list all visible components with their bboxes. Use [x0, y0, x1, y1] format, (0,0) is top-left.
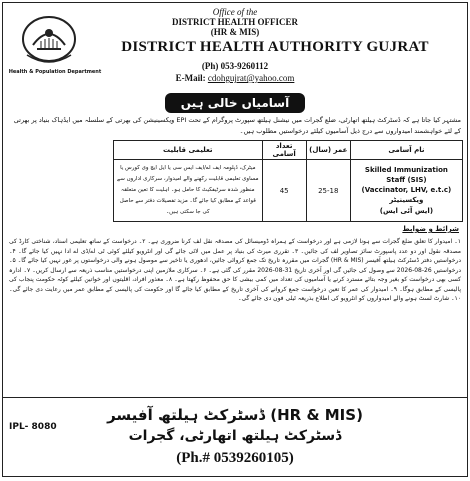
advertisement-page: [2, 2, 468, 477]
table-row: [114, 160, 463, 222]
footer: [3, 400, 467, 476]
footer-divider: [3, 397, 467, 398]
email-address: cdohgujrat@yahoo.com: [207, 73, 295, 83]
header: [3, 3, 467, 89]
signature-officer: ڈسٹرکٹ ہیلتھ آفیسر (HR & MIS): [107, 406, 363, 424]
qualification-cell: میٹرک، ڈپلومہ ایف اے/ایف ایس سی یا ایل ایچ وی کورس یا مساوی تعلیمی قابلیت رکھنے والے امیدوار، سرکاری اداروں سے منظور شدہ سرٹیفکیٹ کا حامل ہو۔ اہلیت کا تعین متعلقہ قواعد کے مطابق کیا جائے گا۔ مزید تفصیلات دفتر سے حاصل کی جا سکتی ہیں۔: [114, 160, 263, 222]
post-english-3: (Vaccinator, LHV, e.t.c): [361, 185, 452, 194]
ipl-number: IPL- 8080: [9, 422, 57, 432]
terms-title: شرائط و ضوابط: [402, 225, 459, 233]
header-post: نام آسامی: [350, 141, 462, 160]
post-cell: [350, 160, 462, 222]
logo-caption: Health & Population Department: [8, 69, 102, 75]
vacancy-table: [113, 140, 463, 222]
office-of-text: Office of the: [212, 7, 258, 17]
intro-paragraph: مشتہر کیا جاتا ہے کہ ڈسٹرکٹ ہیلتھ اتھارٹی، ضلع گجرات میں نیشنل ہیلتھ سپورٹ پروگرام کے تحت EPI ویکسینیشن کی بھرتی کے سلسلہ میں ایڈہاک بنیاد پر بھرتی کے لئے خواہشمند امیدواروں سے درج ذیل آسامیوں کیلئے درخواستیں مطلوب ہیں۔: [13, 116, 461, 135]
age-cell: 25-18: [306, 160, 350, 222]
signature-authority: ڈسٹرکٹ ہیلتھ اتھارٹی، گجرات: [128, 428, 342, 444]
vacancies-banner: آسامیاں خالی ہیں: [165, 93, 305, 113]
post-urdu-1: ویکسینیٹر: [389, 195, 424, 204]
officer-title: DISTRICT HEALTH OFFICER: [171, 17, 299, 27]
email-line: [3, 73, 467, 83]
post-english-1: Skilled Immunization: [364, 165, 448, 174]
post-urdu-2: (ایس آئی ایس): [379, 206, 434, 215]
header-count: تعداد آسامی: [262, 141, 306, 160]
signature-phone: (Ph.# 0539260105): [176, 450, 294, 466]
banner-wrap: [3, 92, 467, 113]
header-age: عمر (سال): [306, 141, 350, 160]
phone-text: (Ph) 053-9260112: [201, 61, 269, 71]
email-label: E-Mail:: [175, 73, 206, 83]
terms-text: ۱۔ امیدوار کا تعلق ضلع گجرات سے ہونا لازمی ہے اور درخواست کے ہمراہ ڈومیسائل کی مصدقہ نقل لف کرنا ضروری ہے۔ ۲۔ درخواست کے ساتھ تعلیمی اسناد، شناختی کارڈ کی مصدقہ نقول اور دو عدد پاسپورٹ سائز تصاویر لف کی جائیں۔ ۳۔ تقرری میرٹ کی بنیاد پر عمل میں لائی جائے گی اور انٹرویو کیلئے کوئی ٹی اے/ڈی اے ادا نہیں کیا جائے گا۔ ۴۔ درخواستیں دفتر ڈسٹرکٹ ہیلتھ آفیسر (HR & MIS) گجرات میں مقررہ تاریخ تک جمع کروائی جائیں، ادھوری یا تاخیر سے موصول ہونے والی درخواستوں پر غور نہیں کیا جائے گا۔ ۵۔ درخواستیں 26-08-2026 سے وصول کی جائیں گی اور آخری تاریخ 31-08-2026 مقرر کی گئی ہے۔ ۶۔ سرکاری ملازمین اپنی درخواستیں مناسب ذریعہ سے ارسال کریں۔ ۷۔ ادارہ کسی بھی درخواست کو بغیر وجہ بتائے مسترد کرنے یا آسامیوں کی تعداد میں کمی بیشی کا حق محفوظ رکھتا ہے۔ ۸۔ معذور افراد، اقلیتوں اور خواتین کیلئے کوٹہ حکومت پنجاب کی پالیسی کے مطابق ہوگا۔ ۹۔ امیدوار کی عمر کا تعین درخواست جمع کروانے کی آخری تاریخ کے مطابق کیا جائے گا اور حکومت کی پالیسی کے مطابق عمر میں رعایت دی جائے گی۔ ۱۰۔ شارٹ لسٹ ہونے والے امیدواروں کو انٹرویو کی اطلاع بذریعہ ٹیلی فون دی جائے گی۔: [9, 238, 461, 302]
count-cell: 45: [262, 160, 306, 222]
header-qualification: تعلیمی قابلیت: [114, 141, 263, 160]
authority-title: DISTRICT HEALTH AUTHORITY GUJRAT: [121, 39, 429, 55]
hrmis-text: (HR & MIS): [210, 27, 260, 37]
terms-paragraph: [9, 237, 461, 405]
table-header-row: [114, 141, 463, 160]
post-english-2: Staff (SIS): [386, 175, 427, 184]
